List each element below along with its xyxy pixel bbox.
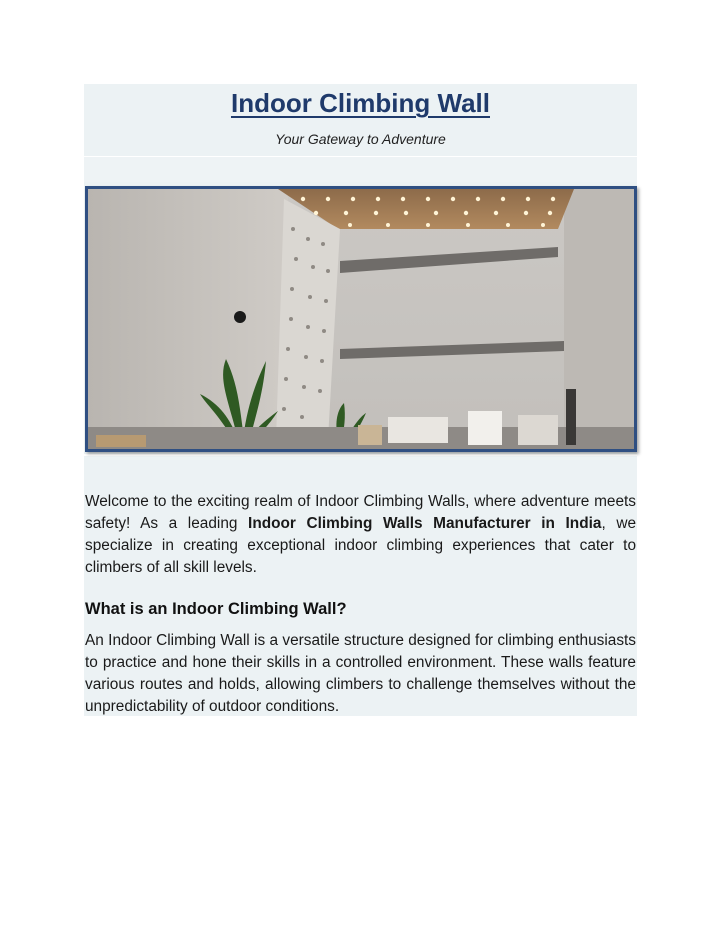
intro-text-before: Welcome to the exciting realm of Indoor Climbing Walls, where adventure meets safety! As a leading — [85, 493, 636, 532]
intro-paragraph — [85, 491, 636, 579]
climbing-wall-photo — [85, 186, 637, 452]
section-paragraph: An Indoor Climbing Wall is a versatile structure designed for climbing enthusiasts to practice and hone their skills in a controlled environment. These walls feature various routes and holds, allowing climbers to challenge themselves without the unpredictability of outdoor conditions. — [85, 632, 636, 715]
page-title: Indoor Climbing Wall — [230, 88, 490, 118]
section-heading: What is an Indoor Climbing Wall? — [85, 600, 347, 618]
intro-text-after: , we specialize in creating exceptional indoor climbing experiences that cater to climbers of all skill levels. — [85, 515, 637, 576]
intro-bold-link-text: Indoor Climbing Walls Manufacturer in India — [248, 515, 602, 532]
page-subtitle: Your Gateway to Adventure — [275, 131, 446, 147]
